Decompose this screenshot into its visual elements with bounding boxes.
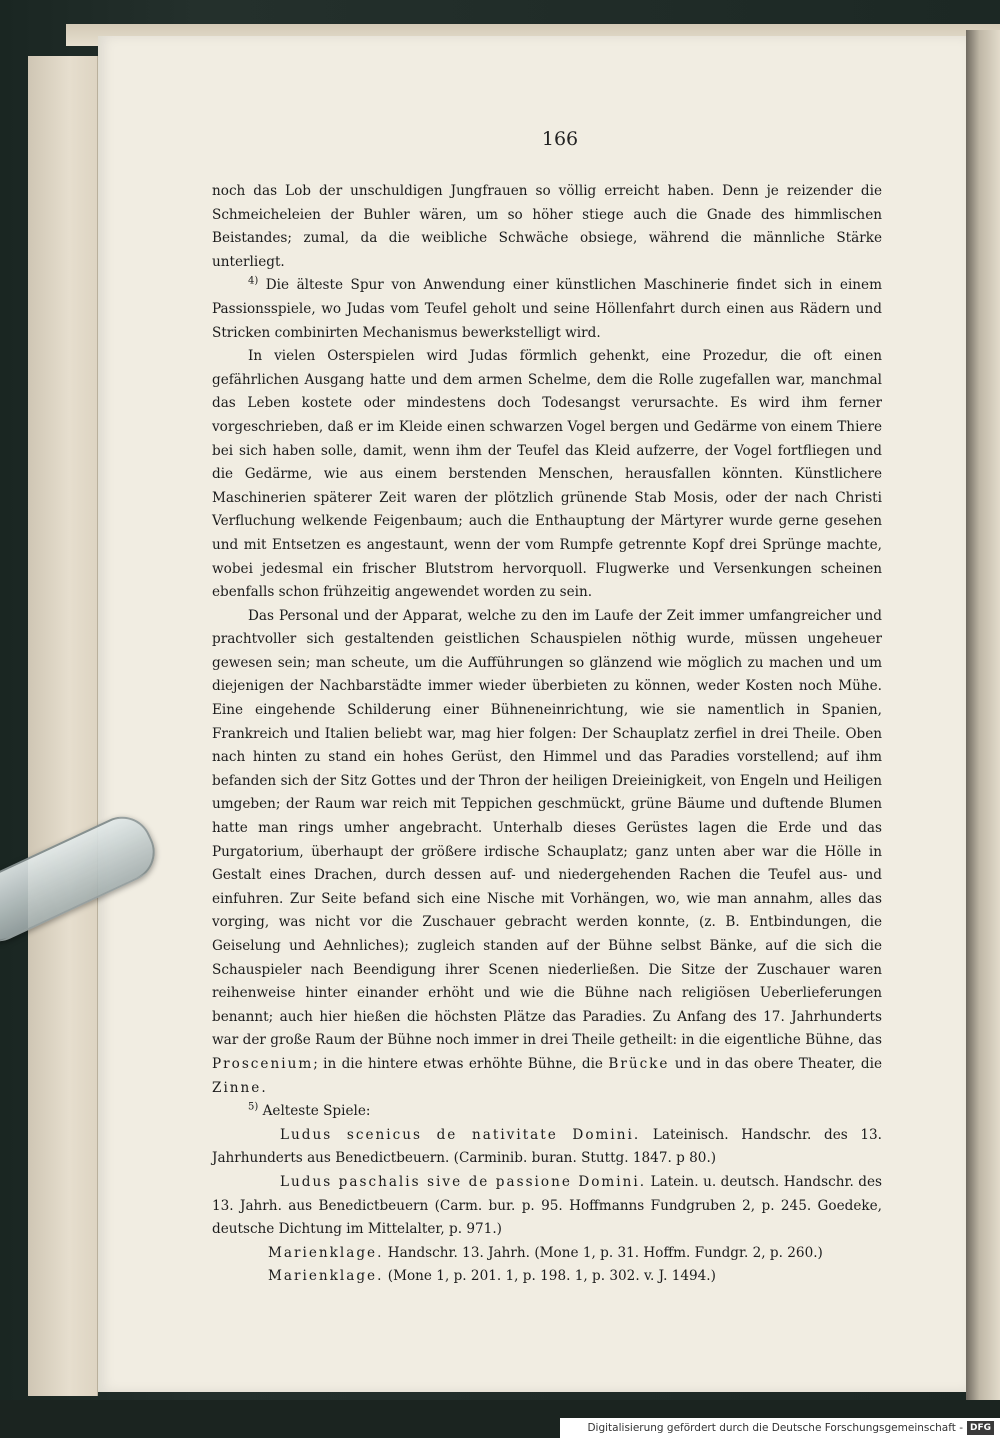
paragraph: In vielen Osterspielen wird Judas förmlich gehenkt, eine Prozedur, die oft einen gefährlichen Ausgang hatte und dem armen Schelme, dem die Rolle zugefallen war, manchmal das Leben kostete oder mindestens doch Todesangst verursachte. Es wird ihm ferner vorgeschrieben, daß er im Kleide einen schwarzen Vogel bergen und Gedärme von einem Thiere bei sich haben solle, damit, wenn ihm der Teufel das Kleid aufzerre, der Vogel fortfliegen und die Gedärme, wie aus einem berstenden Menschen, herausfallen könnten. Künstlichere Maschinerien späterer Zeit waren der plötzlich grünende Stab Mosis, oder der nach Christi Verfluchung welkende Feigenbaum; auch die Enthauptung der Märtyrer wurde gerne gesehen und mit Entsetzen es angestaunt, wenn der vom Rumpfe getrennte Kopf drei Sprünge machte, wobei jedesmal ein frischer Blutstrom hervorquoll. Flugwerke und Versenkungen scheinen ebenfalls schon frühzeitig angewendet worden zu sein. bbox=[212, 348, 882, 601]
page-stack-edge bbox=[28, 56, 98, 1396]
paragraph bbox=[212, 605, 882, 1100]
reference-item bbox=[212, 1124, 882, 1171]
next-page-edge bbox=[966, 30, 1000, 1400]
footnote-marker: 4) bbox=[248, 275, 259, 287]
reference-title: Marienklage. bbox=[268, 1268, 384, 1285]
reference-text: (Mone 1, p. 201. 1, p. 198. 1, p. 302. v. J. 1494.) bbox=[387, 1268, 716, 1285]
digitization-credit bbox=[560, 1418, 1000, 1438]
emphasis-proscenium: Proscenium bbox=[212, 1055, 314, 1072]
emphasis-bruecke: Brücke bbox=[608, 1055, 670, 1072]
paragraph-text: und in das obere Theater, die bbox=[674, 1055, 882, 1072]
reference-text: Lateinisch. Handschr. des 13. Jahrhunderts aus Benedictbeuern. (Carminib. buran. Stuttg. 1847. p 80.) bbox=[212, 1126, 882, 1167]
paragraph-end: . bbox=[261, 1079, 266, 1096]
dfg-logo: DFG bbox=[967, 1421, 994, 1435]
paragraph: noch das Lob der unschuldigen Jungfrauen so völlig erreicht haben. Denn je reizender die Schmeicheleien der Buhler wären, um so höher stiege auch die Gnade des himmlischen Beistandes; zumal, da die weibliche Schwäche obsiege, während die männliche Stärke unterliegt. bbox=[212, 183, 882, 270]
footnote-text: Die älteste Spur von Anwendung einer künstlichen Maschinerie findet sich in einem Passionsspiele, wo Judas vom Teufel geholt und seine Höllenfahrt durch einen aus Rädern und Stricken combinirten Mechanismus bewerkstelligt wird. bbox=[212, 277, 882, 341]
credit-text: Digitalisierung gefördert durch die Deutsche Forschungsgemeinschaft - bbox=[587, 1422, 963, 1434]
reference-title: Marienklage. bbox=[268, 1244, 384, 1261]
reference-item bbox=[212, 1242, 882, 1266]
reference-text: Handschr. 13. Jahrh. (Mone 1, p. 31. Hoffm. Fundgr. 2, p. 260.) bbox=[387, 1244, 823, 1261]
footnote-5 bbox=[212, 1100, 882, 1124]
reference-text: Latein. u. deutsch. Handschr. des 13. Jahrh. aus Benedictbeuern (Carm. bur. p. 95. Hoffmanns Fundgruben 2, p. 245. Goedeke, deutsche Dichtung im Mittelalter, p. 971.) bbox=[212, 1173, 882, 1238]
paragraph-text: ; in die hintere etwas erhöhte Bühne, die bbox=[313, 1055, 603, 1072]
page-number: 166 bbox=[541, 128, 579, 150]
reference-title: Ludus paschalis sive de passione Domini. bbox=[280, 1173, 647, 1190]
footnote-marker: 5) bbox=[248, 1101, 259, 1113]
reference-item bbox=[212, 1265, 882, 1289]
footnote-text: Aelteste Spiele: bbox=[262, 1103, 371, 1120]
page-text bbox=[212, 180, 882, 1289]
paragraph-text: Das Personal und der Apparat, welche zu den im Laufe der Zeit immer umfangreicher und prachtvoller sich gestaltenden geistlichen Schauspielen nöthig wurde, müssen ungeheuer gewesen sein; man scheute, um die Aufführungen so glänzend wie möglich zu machen und um diejenigen der Nachbarstädte immer wieder überbieten zu können, weder Kosten noch Mühe. Eine eingehende Schilderung einer Bühneneinrichtung, wie sie namentlich in Spanien, Frankreich und Italien beliebt war, mag hier folgen: Der Schauplatz zerfiel in drei Theile. Oben nach hinten zu stand ein hohes Gerüst, den Himmel und das Paradies vorstellend; auf ihm befanden sich der Sitz Gottes und der Thron der heiligen Dreieinigkeit, von Engeln und Heiligen umgeben; der Raum war reich mit Teppichen geschmückt, grüne Bäume und duftende Blumen hatte man rings umher angebracht. Unterhalb dieses Gerüstes lagen die Erde und das Purgatorium, überhaupt der größere irdische Schauplatz; ganz unten aber war die Hölle in Gestalt eines Drachen, durch dessen auf- und niedergehenden Rachen die Teufel aus- und einfuhren. Zur Seite befand sich eine Nische mit Vorhängen, wo, wie man annahm, alles das vorging, was nicht vor die Zuschauer gebracht werden konnte, (z. B. Entbindungen, die Geiselung und Aehnliches); zugleich standen auf der Bühne selbst Bänke, auf die sich die Schauspieler nach Beendigung ihrer Scenen niederließen. Die Sitze der Zuschauer waren reihenweise hinter einander erhöht und wie die Bühne nach religiösen Ueberlieferungen benannt; auch hier hießen die höchsten Plätze das Paradies. Zu Anfang des 17. Jahrhunderts war der große Raum der Bühne noch immer in drei Theile getheilt: in die eigentliche Bühne, das bbox=[212, 607, 882, 1049]
reference-list bbox=[212, 1124, 882, 1289]
emphasis-zinne: Zinne bbox=[212, 1079, 262, 1096]
reference-item bbox=[212, 1171, 882, 1242]
footnote-4 bbox=[212, 274, 882, 345]
reference-title: Ludus scenicus de nativitate Domini. bbox=[280, 1126, 641, 1143]
